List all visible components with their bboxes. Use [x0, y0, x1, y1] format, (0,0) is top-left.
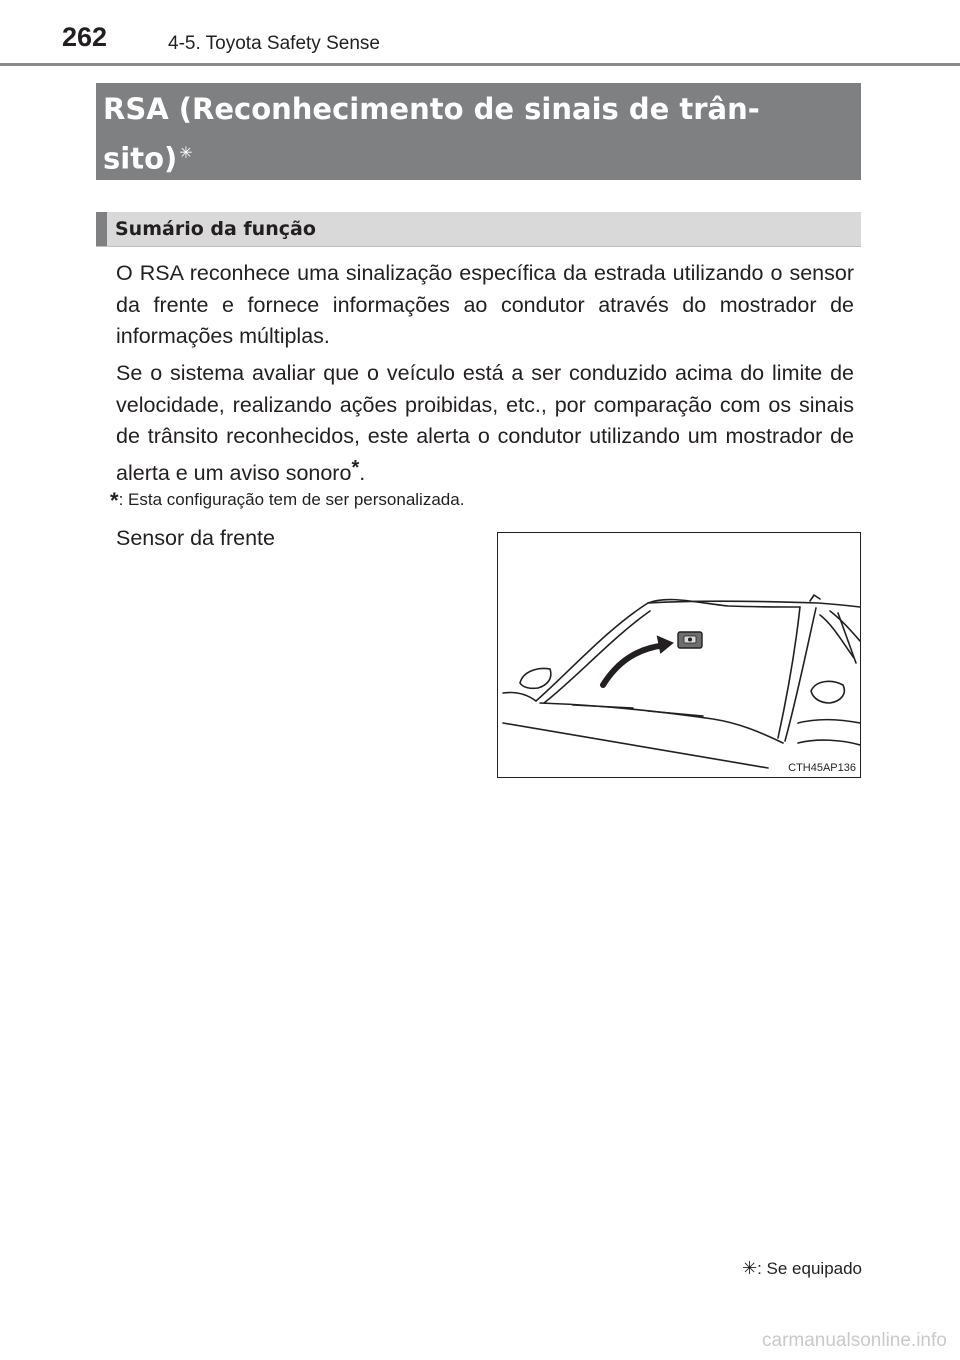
- subtitle-text: Sumário da função: [115, 218, 316, 240]
- equipped-marker: ✳: [179, 143, 193, 162]
- page-number: 262: [62, 22, 108, 52]
- paragraph-alert-text: Se o sistema avaliar que o veículo está a ser conduzido acima do limite de velocidade, realizando ações proibidas, etc., por comparação com os sinais de trânsito reconhecidos, este alerta o condutor utilizando um mostrador de alerta e um aviso sonoro: [116, 361, 854, 485]
- figure-code: CTH45AP136: [788, 762, 856, 774]
- title-line-2: sito): [103, 141, 178, 176]
- footnote: [110, 488, 464, 514]
- equipped-note-star: ✳: [742, 1258, 758, 1278]
- paragraph-summary: O RSA reconhece uma sinalização específica da estrada utilizando o sensor da frente e fornece informações ao condutor através do mostrador de informações múltiplas.: [116, 261, 854, 348]
- footnote-text: : Esta configuração tem de ser personalizada.: [118, 490, 465, 509]
- header-rule: [0, 63, 960, 66]
- figure-front-sensor: [497, 532, 861, 778]
- subtitle-accent: [96, 212, 107, 246]
- subtitle-bar: [96, 212, 861, 247]
- paragraph-alert: [116, 358, 854, 489]
- front-sensor-icon: [678, 632, 702, 648]
- footnote-star: *: [351, 456, 360, 479]
- title-line-1: RSA (Reconhecimento de sinais de trân-: [103, 92, 760, 126]
- windshield-illustration: [498, 533, 860, 777]
- title-box: [96, 83, 861, 180]
- equipped-note: [742, 1258, 862, 1279]
- watermark: carmanualsonline.info: [762, 1330, 947, 1351]
- section-reference: 4-5. Toyota Safety Sense: [168, 33, 380, 54]
- page-title: [103, 87, 861, 181]
- paragraph-alert-end: .: [359, 460, 366, 485]
- figure-caption: Sensor da frente: [116, 526, 275, 550]
- footnote-star-marker: *: [110, 488, 119, 513]
- equipped-note-text: : Se equipado: [757, 1259, 863, 1278]
